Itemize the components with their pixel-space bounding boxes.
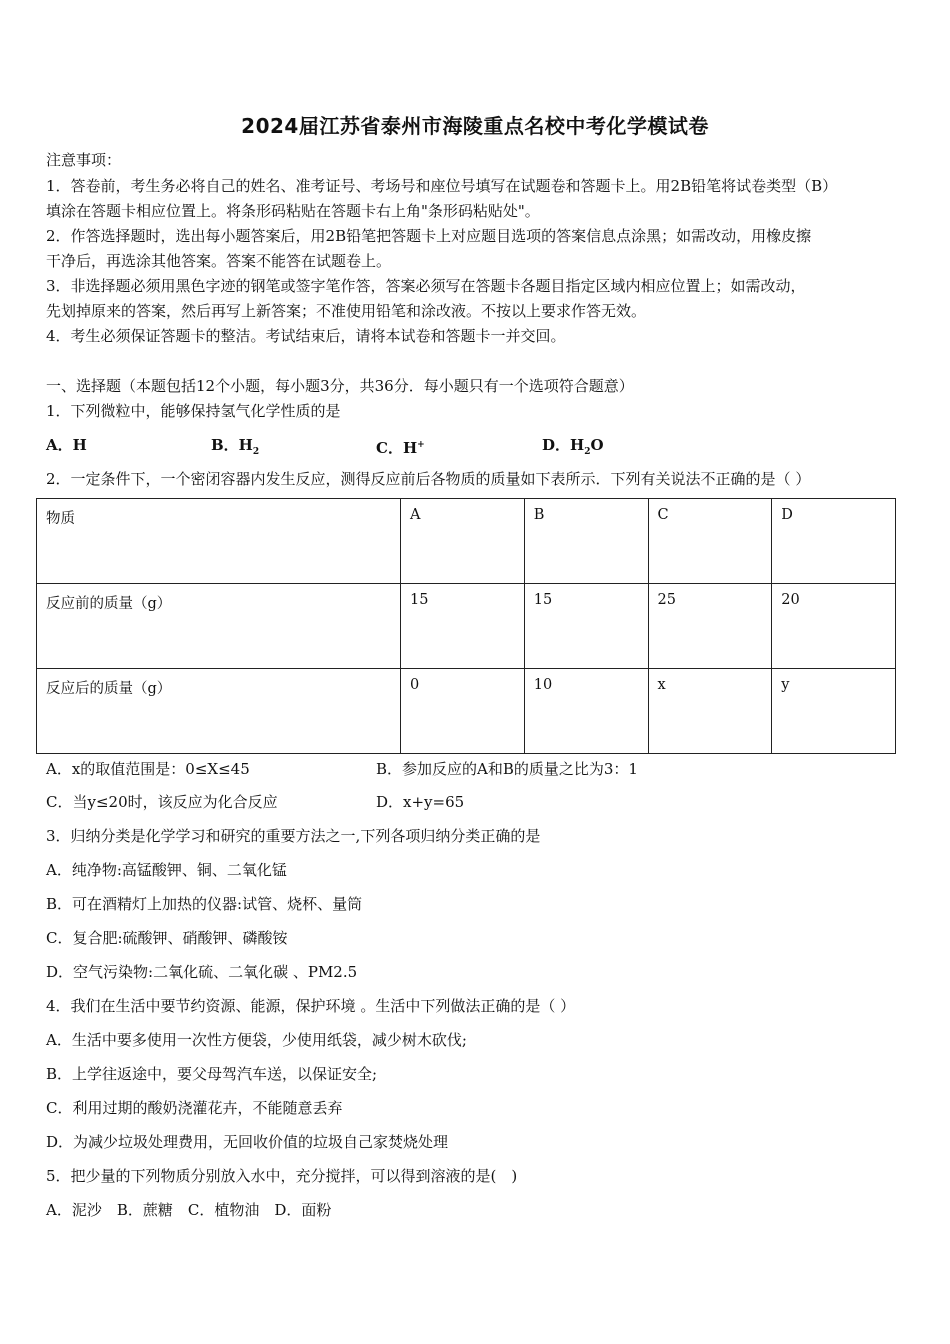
q4-option-c: C．利用过期的酸奶浇灌花卉，不能随意丢弃 [46, 1099, 343, 1117]
q5-stem: 5．把少量的下列物质分别放入水中，充分搅拌，可以得到溶液的是( ) [46, 1167, 518, 1185]
table-cell: C [648, 499, 772, 584]
q4-option-d: D．为减少垃圾处理费用，无回收价值的垃圾自己家焚烧处理 [46, 1133, 449, 1151]
table-cell: A [401, 499, 525, 584]
notice-line-1: 1．答卷前，考生务必将自己的姓名、准考证号、考场号和座位号填写在试题卷和答题卡上。用2B铅笔将试卷类型（B） [46, 177, 838, 195]
q3-option-b: B．可在酒精灯上加热的仪器:试管、烧杯、量筒 [46, 895, 363, 913]
q3-stem: 3．归纳分类是化学学习和研究的重要方法之一,下列各项归纳分类正确的是 [46, 827, 541, 845]
q2-option-d: D．x+y=65 [376, 793, 465, 811]
notice-line-6: 先划掉原来的答案，然后再写上新答案；不准使用铅笔和涂改液。不按以上要求作答无效。 [46, 302, 647, 320]
q2-option-c: C．当y≤20时，该反应为化合反应 [46, 793, 278, 811]
q1-option-c: C．H+ [376, 439, 425, 457]
table-cell: 10 [524, 669, 648, 754]
q5-options: A．泥沙 B．蔗糖 C．植物油 D．面粉 [46, 1201, 332, 1219]
table-row [37, 584, 896, 669]
q2-option-a: A．x的取值范围是：0≤X≤45 [46, 760, 250, 778]
notice-line-7: 4．考生必须保证答题卡的整洁。考试结束后，请将本试卷和答题卡一并交回。 [46, 327, 566, 345]
table-cell: B [524, 499, 648, 584]
q2-option-b: B．参加反应的A和B的质量之比为3：1 [376, 760, 638, 778]
table-cell: 反应后的质量（g） [37, 669, 401, 754]
q3-option-a: A．纯净物:高锰酸钾、铜、二氧化锰 [46, 861, 287, 879]
table-cell: 25 [648, 584, 772, 669]
q2-stem: 2．一定条件下，一个密闭容器内发生反应，测得反应前后各物质的质量如下表所示．下列有关说法不正确的是（ ） [46, 470, 811, 488]
q1-stem: 1．下列微粒中，能够保持氢气化学性质的是 [46, 402, 341, 420]
table-header-row [37, 499, 896, 584]
table-cell: 反应前的质量（g） [37, 584, 401, 669]
notice-line-2: 填涂在答题卡相应位置上。将条形码粘贴在答题卡右上角"条形码粘贴处"。 [46, 202, 540, 220]
table-cell: 20 [772, 584, 896, 669]
table-cell: 15 [401, 584, 525, 669]
section-heading: 一、选择题（本题包括12个小题，每小题3分，共36分．每小题只有一个选项符合题意） [46, 377, 634, 395]
q1-option-d: D．$H_2O$ [542, 436, 604, 457]
q3-option-c: C．复合肥:硫酸钾、硝酸钾、磷酸铵 [46, 929, 288, 947]
table-row [37, 669, 896, 754]
table-cell: y [772, 669, 896, 754]
q4-option-b: B．上学往返途中，要父母驾汽车送，以保证安全; [46, 1065, 378, 1083]
table-cell: x [648, 669, 772, 754]
table-cell: 0 [401, 669, 525, 754]
q1-option-b: B．$H_2$ [211, 436, 260, 457]
q1-option-a: A．H [46, 436, 87, 454]
notice-heading: 注意事项： [46, 151, 122, 169]
notice-line-5: 3．非选择题必须用黑色字迹的钢笔或签字笔作答，答案必须写在答题卡各题目指定区域内相应位置上；如需改动， [46, 277, 806, 295]
table-cell: 物质 [37, 499, 401, 584]
q4-stem: 4．我们在生活中要节约资源、能源，保护环境 。生活中下列做法正确的是（ ） [46, 997, 576, 1015]
table-cell: 15 [524, 584, 648, 669]
notice-line-3: 2．作答选择题时，选出每小题答案后，用2B铅笔把答题卡上对应题目选项的答案信息点涂黑；如需改动，用橡皮擦 [46, 227, 812, 245]
table-cell: D [772, 499, 896, 584]
notice-line-4: 干净后，再选涂其他答案。答案不能答在试题卷上。 [46, 252, 392, 270]
mass-table [36, 498, 896, 754]
q4-option-a: A．生活中要多使用一次性方便袋，少使用纸袋，减少树木砍伐; [46, 1031, 467, 1049]
q3-option-d: D．空气污染物:二氧化硫、二氧化碳 、PM2.5 [46, 963, 358, 981]
exam-title: 2024届江苏省泰州市海陵重点名校中考化学模试卷 [241, 114, 709, 138]
